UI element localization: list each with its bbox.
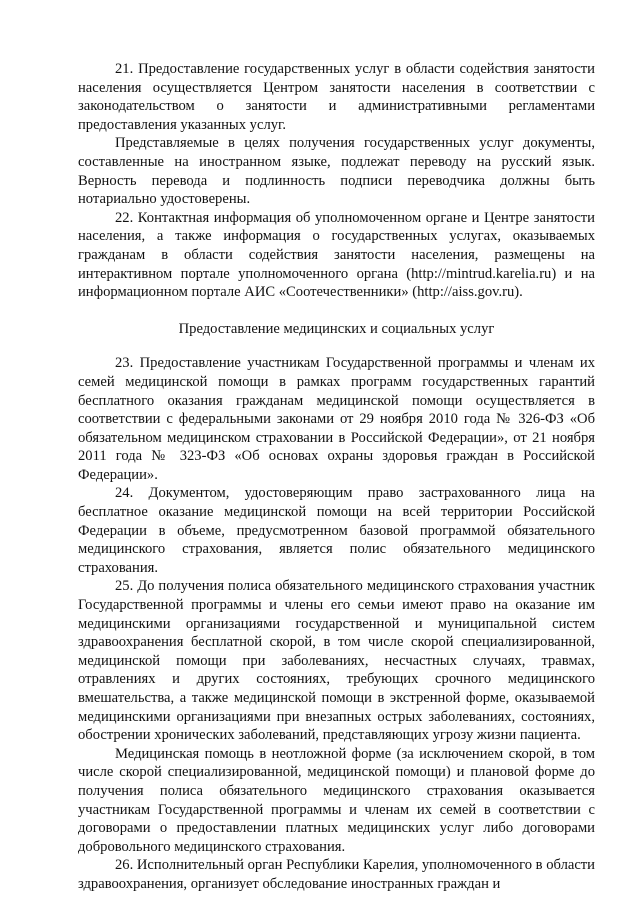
paragraph-22: 22. Контактная информация об уполномоченном органе и Центре занятости населения, а также информация о государственных услугах, оказываемых гражданам в области содействия занятости населения, размещены на интерактивном портале уполномоченного органа (http://mintrud.karelia.ru) и на информационном портале АИС «Соотечественники» (http://aiss.gov.ru). — [78, 209, 595, 301]
paragraph-21: 21. Предоставление государственных услуг в области содействия занятости населения осуществляется Центром занятости населения в соответствии с законодательством о занятости и административными регламентами предоставления указанных услуг. — [78, 61, 595, 133]
paragraph-24: 24. Документом, удостоверяющим право застрахованного лица на бесплатное оказание медицинской помощи на всей территории Российской Федерации в объеме, предусмотренном базовой программой обязательного медицинского страхования, является полис обязательного медицинского страхования. — [78, 485, 595, 576]
paragraph-25-urgent-care: Медицинская помощь в неотложной форме (за исключением скорой, в том числе скорой специализированной, медицинской помощи) и плановой форме до получения полиса обязательного медицинского страхования оказывается участникам Государственной программы и членам их семей в соответствии с договорами о предоставлении платных медицинских услуг либо договорами добровольного медицинского страхования. — [78, 745, 595, 855]
paragraph-25: 25. До получения полиса обязательного медицинского страхования участник Государственной программы и члены его семьи имеют право на оказание им медицинскими организациями государственной и муниципальной систем здравоохранения бесплатной скорой, в том числе скорой специализированной, медицинской помощи при заболеваниях, несчастных случаях, травмах, отравлениях и других состояниях, требующих срочного медицинского вмешательства, а также медицинской помощи в экстренной форме, оказываемой медицинскими организациями при внезапных острых заболеваниях, состояниях, обострении хронических заболеваний, представляющих угрозу жизни пациента. — [78, 578, 595, 744]
paragraph-23: 23. Предоставление участникам Государственной программы и членам их семей медицинской помощи в рамках программ государственных гарантий бесплатного оказания гражданам медицинской помощи осуществляется в соответствии с федеральными законами от 29 ноября 2010 года № 326-ФЗ «Об обязательном медицинском страховании в Российской Федерации», от 21 ноября 2011 года № 323-ФЗ «Об основах охраны здоровья граждан в Российской Федерации». — [78, 355, 595, 483]
paragraph-26: 26. Исполнительный орган Республики Карелия, уполномоченного в области здравоохранения, организует обследование иностранных граждан и — [78, 857, 595, 892]
section-heading: Предоставление медицинских и социальных услуг — [178, 320, 495, 337]
document-page — [78, 60, 595, 894]
paragraph-21-translation: Представляемые в целях получения государственных услуг документы, составленные на иностранном языке, подлежат переводу на русский язык. Верность перевода и подлинность подписи переводчика должны быть нотариально удостоверены. — [78, 135, 595, 208]
